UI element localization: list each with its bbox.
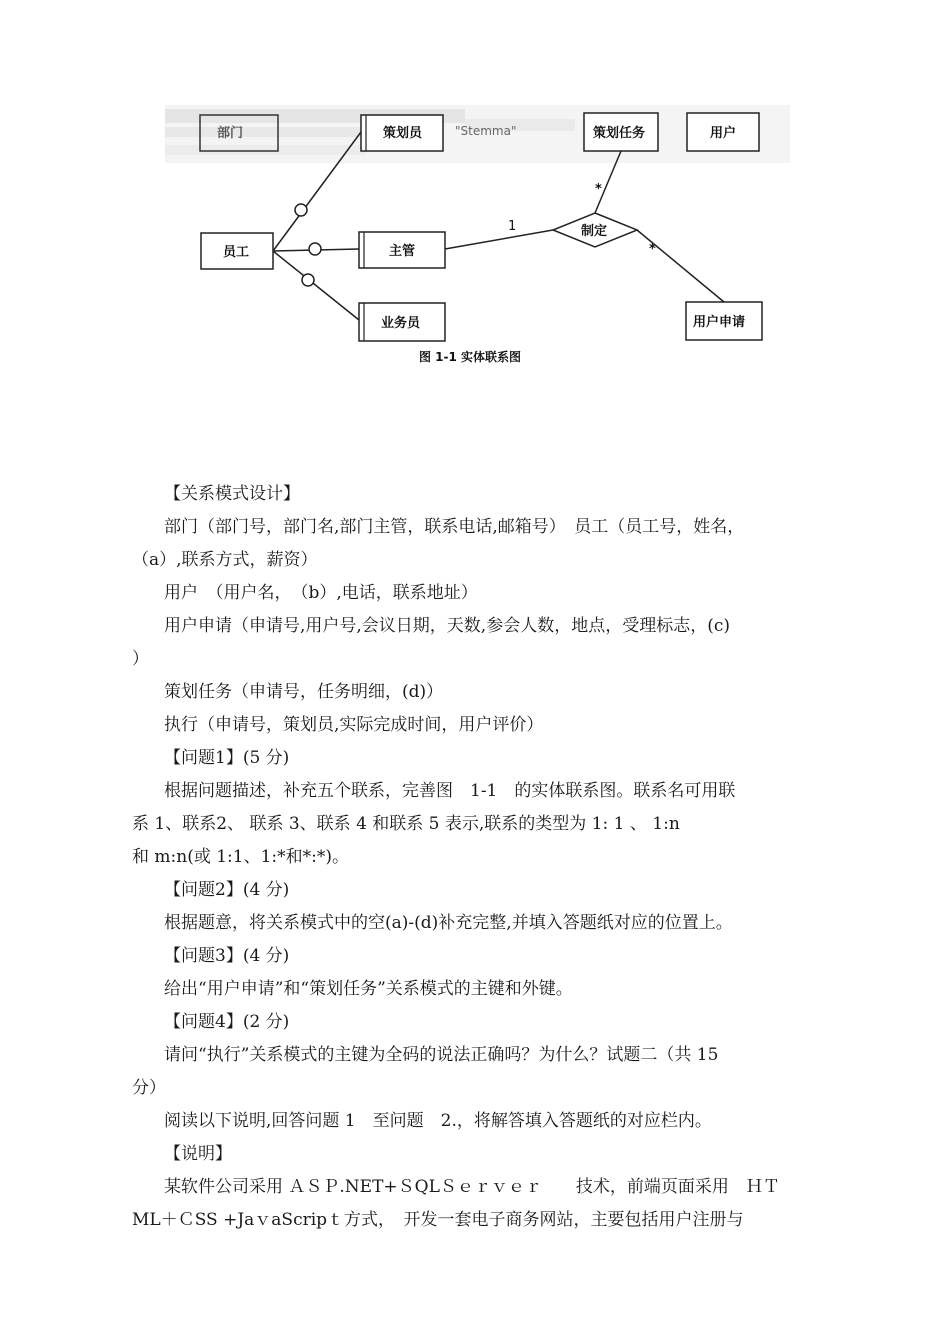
- question-heading: 【问题1】(5 分): [164, 748, 290, 768]
- question-heading: 【问题3】(4 分): [164, 946, 290, 966]
- section-heading-relational-schema: 【关系模式设计】: [164, 484, 300, 504]
- question-text: 系 1、联系2、 联系 3、联系 4 和联系 5 表示,联系的类型为 1: 1 、 1:n: [132, 814, 680, 834]
- scan-noise-bar: [165, 145, 365, 155]
- connector-zhiding-yonghushenqing: [637, 230, 724, 302]
- entity-bumen-label: 部门: [217, 126, 244, 141]
- entity-cehuarenwu-label: 策划任务: [593, 126, 646, 141]
- er-diagram: [165, 105, 790, 367]
- description-text: 某软件公司采用 ＡＳＰ.NET+ＳQLＳｅｒｖｅｒ 技术，前端页面采用 ＨＴ: [164, 1177, 780, 1197]
- question-text: 请问“执行”关系模式的主键为全码的说法正确吗？为什么？试题二（共 15: [164, 1045, 719, 1065]
- isa-circle-zhuguan: [309, 243, 321, 255]
- schema-line: （a）,联系方式，薪资）: [132, 550, 318, 570]
- relationship-zhiding-label: 制定: [581, 224, 608, 239]
- entity-yuangong-label: 员工: [223, 245, 250, 260]
- entity-yonghushenqing-label: 用户申请: [693, 315, 746, 330]
- entity-yewuyuan-label: 业务员: [381, 316, 421, 331]
- figure-caption: 图 1-1 实体联系图: [419, 350, 522, 364]
- connector-zhuguan-zhiding: [445, 230, 553, 249]
- question-text: 和 m:n(或 1:1、1:*和*:*)。: [132, 847, 349, 867]
- scan-fragment-text: "Stemma": [455, 124, 517, 138]
- question-text: 根据问题描述，补充五个联系，完善图 1-1 的实体联系图。联系名可用联: [164, 781, 736, 801]
- instruction-text: 阅读以下说明,回答问题 1 至问题 2.，将解答填入答题纸的对应栏内。: [164, 1111, 712, 1131]
- cardinality-one: 1: [508, 219, 517, 234]
- schema-line: 执行（申请号，策划员,实际完成时间，用户评价）: [164, 715, 544, 735]
- isa-circle-yewuyuan: [302, 274, 314, 286]
- entity-zhuguan-label: 主管: [389, 244, 416, 259]
- question-text: 给出“用户申请”和“策划任务”关系模式的主键和外键。: [164, 979, 573, 999]
- question-text: 分）: [132, 1078, 166, 1098]
- schema-line: ）: [132, 649, 149, 669]
- isa-circle-cehuayuan: [295, 204, 307, 216]
- schema-line: 部门（部门号，部门名,部门主管，联系电话,邮箱号） 员工（员工号，姓名，: [164, 517, 745, 537]
- question-text: 根据题意，将关系模式中的空(a)-(d)补充完整,并填入答题纸对应的位置上。: [164, 913, 733, 933]
- cardinality-many-yonghushenqing: *: [649, 242, 656, 257]
- document-body: [132, 478, 822, 1237]
- description-text: ML＋ＣSS +JaｖaScripｔ方式， 开发一套电子商务网站，主要包括用户注册与: [132, 1210, 744, 1230]
- schema-line: 用户申请（申请号,用户号,会议日期，天数,参会人数，地点，受理标志，(c): [164, 616, 730, 636]
- entity-yonghu-label: 用户: [710, 126, 737, 141]
- question-heading: 【问题4】(2 分): [164, 1012, 290, 1032]
- schema-line: 策划任务（申请号，任务明细，(d)）: [164, 682, 444, 702]
- question-heading: 【问题2】(4 分): [164, 880, 290, 900]
- entity-cehuayuan-label: 策划员: [383, 126, 423, 141]
- er-diagram-svg: [165, 105, 790, 367]
- schema-line: 用户 （用户名， （b）,电话，联系地址）: [164, 583, 478, 603]
- section-heading-description: 【说明】: [164, 1144, 232, 1164]
- connector-yuangong-yewuyuan: [273, 251, 359, 320]
- cardinality-many-cehuarenwu: *: [595, 182, 602, 197]
